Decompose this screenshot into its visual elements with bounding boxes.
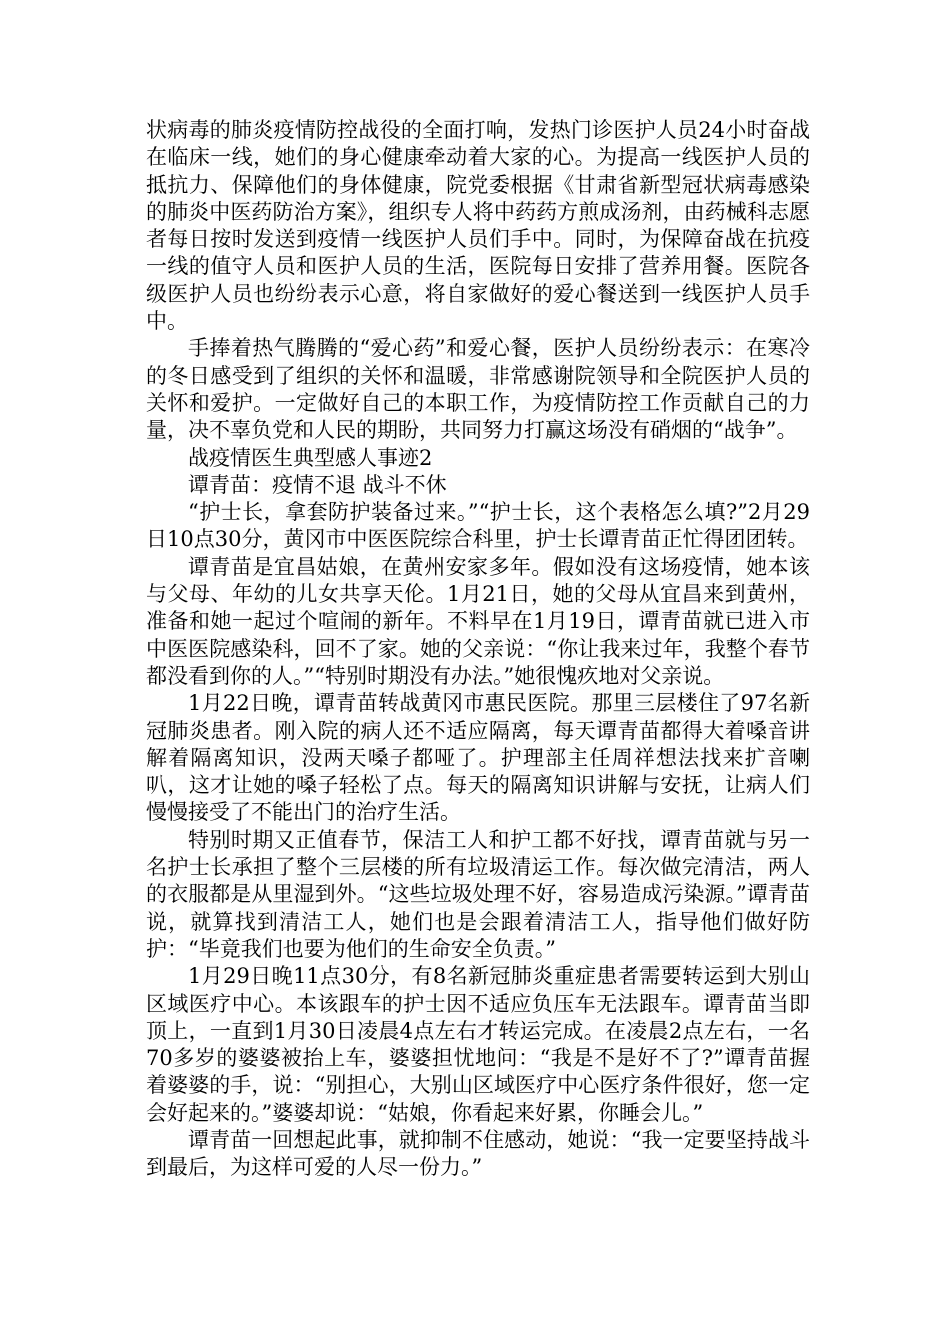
paragraph-8: 谭青苗一回想起此事，就抑制不住感动，她说：“我一定要坚持战斗到最后，为这样可爱的人尽一份力。” (146, 1127, 810, 1180)
document-page (146, 117, 810, 1182)
paragraph-1: 状病毒的肺炎疫情防控战役的全面打响，发热门诊医护人员24小时奋战在临床一线，她们的身心健康牵动着大家的心。为提高一线医护人员的抵抗力、保障他们的身体健康，院党委根据《甘肃省新型冠状病毒感染的肺炎中医药防治方案》，组织专人将中药药方煎成汤剂，由药械科志愿者每日按时发送到疫情一线医护人员们手中。同时，为保障奋战在抗疫一线的值守人员和医护人员的生活，医院每日安排了营养用餐。医院各级医护人员也纷纷表示心意，将自家做好的爱心餐送到一线医护人员手中。 (146, 118, 810, 334)
paragraph-7: 1月29日晚11点30分，有8名新冠肺炎重症患者需要转运到大别山区域医疗中心。本该跟车的护士因不适应负压车无法跟车。谭青苗当即顶上，一直到1月30日凌晨4点左右才转运完成。在凌晨2点左右，一名70多岁的婆婆被抬上车，婆婆担忧地问：“我是不是好不了?”谭青苗握着婆婆的手，说：“别担心，大别山区域医疗中心医疗条件很好，您一定会好起来的。”婆婆却说：“姑娘，你看起来好累，你睡会儿。” (146, 964, 810, 1125)
paragraph-2: 手捧着热气腾腾的“爱心药”和爱心餐，医护人员纷纷表示：在寒冷的冬日感受到了组织的关怀和温暖，非常感谢院领导和全院医护人员的关怀和爱护。一定做好自己的本职工作，为疫情防控工作贡献自己的力量，决不辜负党和人民的期盼，共同努力打赢这场没有硝烟的“战争”。 (146, 336, 810, 443)
paragraph-3: “护士长，拿套防护装备过来。”“护士长，这个表格怎么填?”2月29日10点30分，黄冈市中医医院综合科里，护士长谭青苗正忙得团团转。 (146, 500, 810, 552)
paragraph-6: 特别时期又正值春节，保洁工人和护工都不好找，谭青苗就与另一名护士长承担了整个三层楼的所有垃圾清运工作。每次做完清洁，两人的衣服都是从里湿到外。“这些垃圾处理不好，容易造成污染源。”谭青苗说，就算找到清洁工人，她们也是会跟着清洁工人，指导他们做好防护：“毕竟我们也要为他们的生命安全负责。” (146, 827, 810, 961)
section-subheading: 谭青苗：疫情不退 战斗不休 (188, 472, 447, 497)
section-heading: 战疫情医生典型感人事迹2 (188, 445, 433, 470)
paragraph-5: 1月22日晚，谭青苗转战黄冈市惠民医院。那里三层楼住了97名新冠肺炎患者。刚入院的病人还不适应隔离，每天谭青苗都得大着嗓音讲解着隔离知识，没两天嗓子都哑了。护理部主任周祥想法找来扩音喇叭，这才让她的嗓子轻松了点。每天的隔离知识讲解与安抚，让病人们慢慢接受了不能出门的治疗生活。 (146, 691, 810, 825)
paragraph-4: 谭青苗是宜昌姑娘，在黄州安家多年。假如没有这场疫情，她本该与父母、年幼的儿女共享天伦。1月21日，她的父母从宜昌来到黄州，准备和她一起过个喧闹的新年。不料早在1月19日，谭青苗就已进入市中医医院感染科，回不了家。她的父亲说：“你让我来过年，我整个春节都没看到你的人。”“特别时期没有办法。”她很愧疚地对父亲说。 (146, 554, 810, 688)
